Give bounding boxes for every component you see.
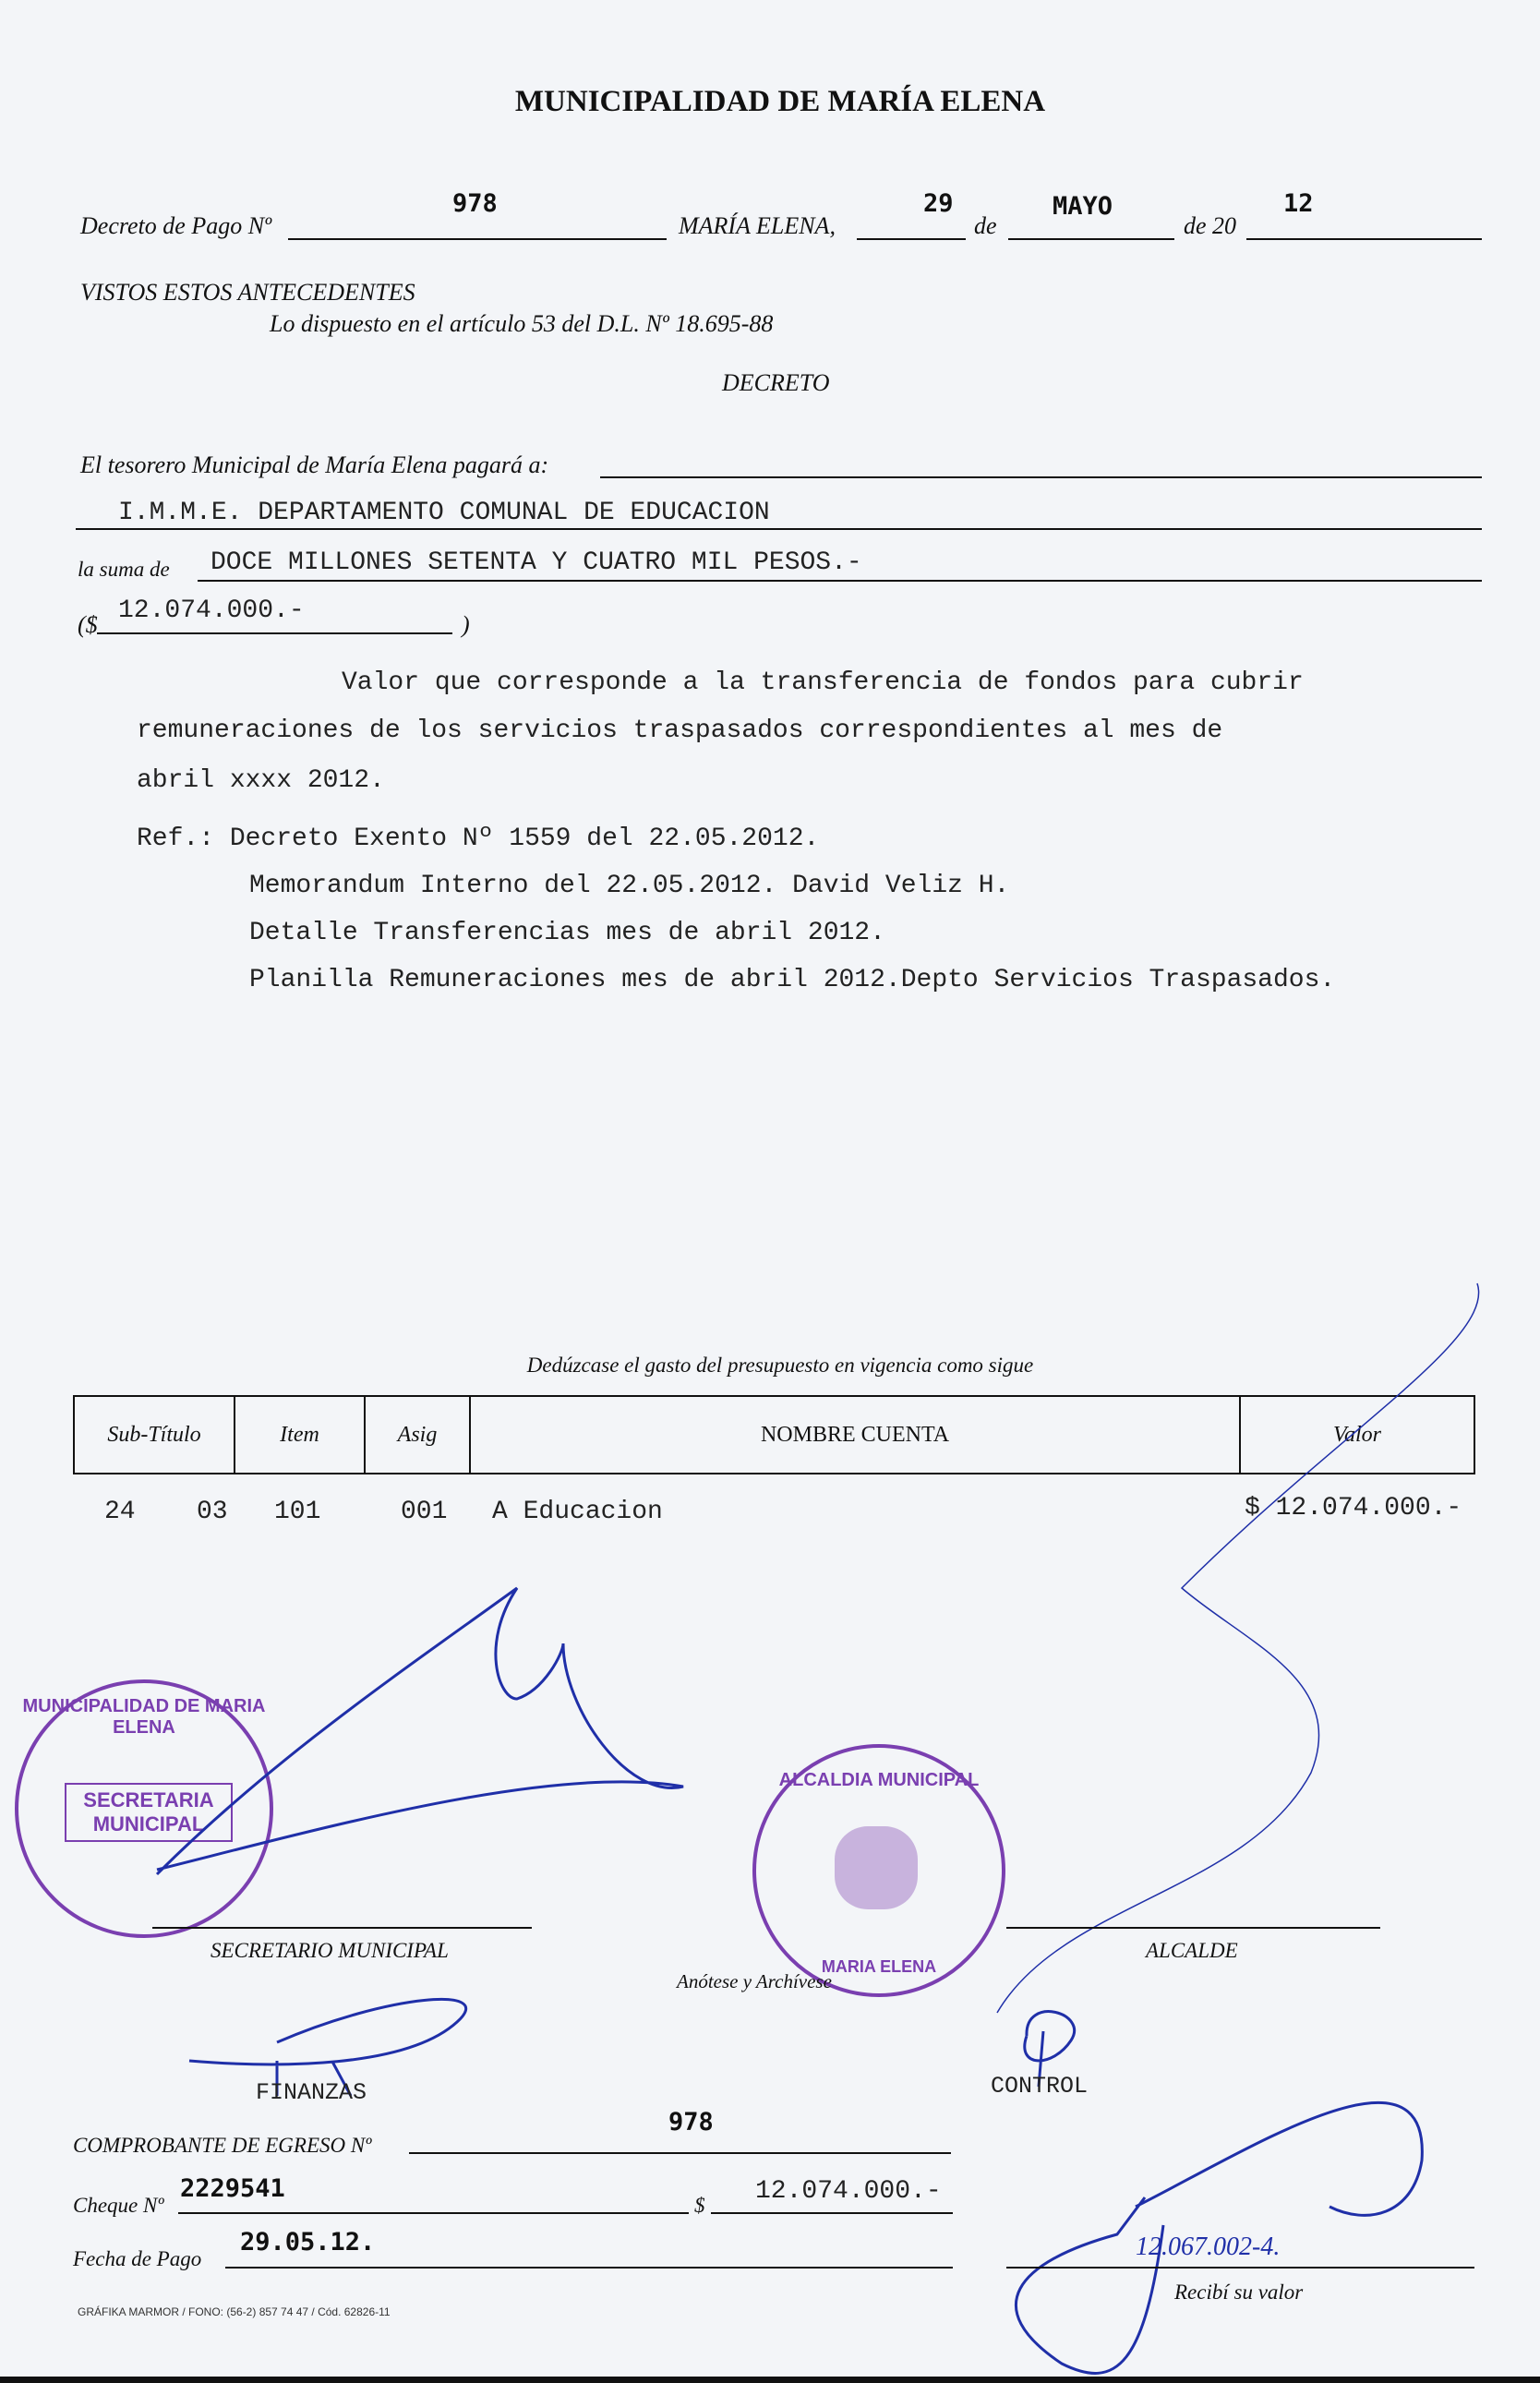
secretario-line	[152, 1927, 532, 1929]
cheque-amount-line	[711, 2212, 953, 2214]
ref-line-1: Ref.: Decreto Exento Nº 1559 del 22.05.2012.	[137, 824, 820, 853]
comprobante-label: COMPROBANTE DE EGRESO Nº	[73, 2134, 372, 2157]
ref-line-2: Memorandum Interno del 22.05.2012. David Veliz H.	[249, 872, 1010, 900]
stamp-center-text: SECRETARIA MUNICIPAL	[65, 1783, 233, 1842]
body-line-1: Valor que corresponde a la transferencia de fondos para cubrir	[342, 668, 1304, 697]
city-label: MARÍA ELENA,	[679, 212, 836, 239]
cheque-label: Cheque Nº	[73, 2194, 164, 2217]
row-subtitulo: 24	[104, 1498, 136, 1526]
page-bottom-edge	[0, 2377, 1540, 2383]
recibi-label: Recibí su valor	[1174, 2281, 1304, 2304]
row-code: 001	[401, 1498, 448, 1526]
suma-text: DOCE MILLONES SETENTA Y CUATRO MIL PESOS.-	[211, 548, 862, 577]
decreto-label: Decreto de Pago Nº	[80, 212, 272, 239]
stamp-bottom-text: MARIA ELENA	[821, 1957, 937, 1976]
document-title: MUNICIPALIDAD DE MARÍA ELENA	[514, 85, 1046, 118]
ref-line-4: Planilla Remuneraciones mes de abril 2012.Depto Servicios Traspasados.	[249, 966, 1336, 994]
recibi-line	[1006, 2267, 1474, 2269]
decreto-number: 978	[452, 189, 498, 218]
comprobante-line	[409, 2152, 951, 2154]
fecha-line	[225, 2267, 953, 2269]
body-line-3: abril xxxx 2012.	[137, 766, 385, 795]
fecha-label: Fecha de Pago	[73, 2247, 202, 2270]
year: 12	[1283, 189, 1314, 218]
cheque-amount: 12.074.000.-	[755, 2177, 942, 2206]
amount-value: 12.074.000.-	[118, 596, 305, 625]
vistos-heading: VISTOS ESTOS ANTECEDENTES	[80, 279, 415, 306]
stamp-ring-text: MUNICIPALIDAD DE MARIA ELENA	[22, 1696, 266, 1738]
printer-footer: GRÁFIKA MARMOR / FONO: (56-2) 857 74 47 / Cód. 62826-11	[78, 2305, 391, 2318]
cheque-dollar: $	[694, 2194, 705, 2217]
payee: I.M.M.E. DEPARTAMENTO COMUNAL DE EDUCACION	[118, 499, 770, 527]
dispuesto-text: Lo dispuesto en el artículo 53 del D.L. Nº 18.695-88	[270, 310, 774, 337]
recibi-handwritten: 12.067.002-4.	[1136, 2233, 1281, 2261]
cheque-number: 2229541	[180, 2174, 285, 2203]
tesorero-label: El tesorero Municipal de María Elena pagará a:	[80, 451, 549, 478]
alcalde-line	[1006, 1927, 1380, 1929]
amount-open: ($	[78, 611, 98, 638]
stamp-ring-text: ALCALDIA MUNICIPAL	[778, 1770, 980, 1790]
finanzas-label: FINANZAS	[256, 2079, 367, 2106]
de20-label: de 20	[1184, 212, 1237, 239]
deduzcase-text: Dedúzcase el gasto del presupuesto en vigencia como sigue	[526, 1354, 1034, 1377]
amount-close: )	[462, 611, 470, 638]
alcalde-label: ALCALDE	[1146, 1939, 1238, 1962]
month: MAYO	[1053, 192, 1113, 221]
col-valor: Valor	[1240, 1396, 1474, 1474]
secretario-label: SECRETARIO MUNICIPAL	[211, 1939, 449, 1962]
anotese-text: Anótese y Archívese	[677, 1970, 832, 1992]
row-cuenta: A Educacion	[492, 1498, 663, 1526]
row-item: 03	[197, 1498, 228, 1526]
secretario-signature	[157, 1588, 683, 1874]
row-valor: $ 12.074.000.-	[1245, 1494, 1462, 1522]
col-nombre-cuenta: NOMBRE CUENTA	[470, 1396, 1240, 1474]
de-label: de	[974, 212, 997, 239]
col-item: Item	[235, 1396, 365, 1474]
control-label: CONTROL	[991, 2073, 1089, 2100]
day: 29	[923, 189, 954, 218]
cheque-line	[178, 2212, 689, 2214]
comprobante-number: 978	[668, 2108, 714, 2136]
col-subtitulo: Sub-Título	[74, 1396, 235, 1474]
alcalde-signature	[997, 1283, 1479, 2013]
col-asig: Asig	[365, 1396, 470, 1474]
fecha-value: 29.05.12.	[240, 2228, 376, 2257]
ref-line-3: Detalle Transferencias mes de abril 2012.	[249, 919, 885, 947]
body-line-2: remuneraciones de los servicios traspasados correspondientes al mes de	[137, 716, 1223, 745]
row-asig: 101	[274, 1498, 321, 1526]
suma-label: la suma de	[78, 558, 170, 581]
decreto-heading: DECRETO	[722, 369, 830, 396]
